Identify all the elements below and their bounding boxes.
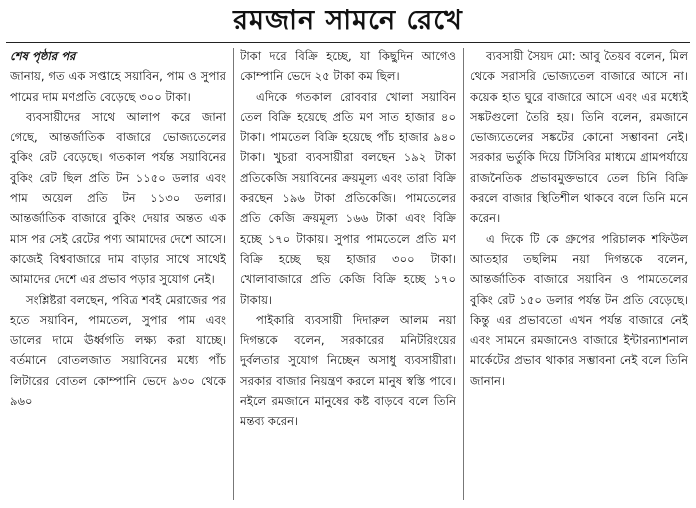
paragraph: সংশ্লিষ্টরা বলছেন, পবিত্র শবই মেরাজের পর হতে সয়াবিন, পামতেল, সুপার পাম এবং ডালের দামে ঊর্ধ্বগতি লক্ষ্য করা যাচ্ছে। বর্তমানে বোতলজাত সয়াবিনের মধ্যে পাঁচ লিটারের বোতল কোম্পানি ভেদে ৯৩০ থেকে ৯৬০ [10, 292, 226, 409]
article-headline: রমজান সামনে রেখে [233, 5, 463, 36]
column-3 [470, 46, 688, 504]
column-divider [463, 48, 464, 500]
paragraph: এদিকে গতকাল রোববার খোলা সয়াবিন তেল বিক্রি হয়েছে প্রতি মণ সাত হাজার ৪০ টাকা। পামতেল বিক্রি হয়েছে পাঁচ হাজার ৯৪০ টাকা। খুচরা ব্যবসায়ীরা বলছেন ১৯২ টাকা প্রতিকেজি সয়াবিনের ক্রয়মূল্য এবং তারা বিক্রি করছেন ১৯৬ টাকা প্রতিকেজি। পামতেলের প্রতি কেজি ক্রয়মূল্য ১৬৬ টাকা এবং বিক্রি হচ্ছে ১৭০ টাকায়। সুপার পামতেলে প্রতি মণ বিক্রি হচ্ছে ছয় হাজার ৩০০ টাকা। খোলাবাজারে প্রতি কেজি বিক্রি হচ্ছে ১৭০ টাকায়। [240, 89, 456, 307]
paragraph-text: জানায়, গত এক সপ্তাহে সয়াবিন, পাম ও সুপার পামের দাম মণপ্রতি বেড়েছে ৩০০ টাকা। [10, 69, 226, 104]
headline-rule [6, 42, 690, 43]
paragraph: পাইকারি ব্যবসায়ী দিদারুল আলম নয়া দিগন্তকে বলেন, সরকারের মনিটরিংয়ের দুর্বলতার সুযোগ নিচ্ছেন অসাধু ব্যবসায়ীরা। সরকার বাজার নিয়ন্ত্রণ করলে মানুষ স্বস্তি পাবে। নইলে রমজানে মানুষের কষ্ট বাড়বে বলে তিনি মন্তব্য করেন। [240, 312, 456, 429]
paragraph: এ দিকে টি কে গ্রুপের পরিচালক শফিউল আতহার তছলিম নয়া দিগন্তকে বলেন, আন্তর্জাতিক বাজারে সয়াবিন ও পামতেলের বুকিং রেট ১৫০ ডলার পর্যন্ত টন প্রতি বেড়েছে। কিন্তু এর প্রভাবতো এখন পর্যন্ত বাজারে নেই এবং সামনে রমজানেও বাজারে ইন্টারন্যাশনাল মার্কেটের প্রভাব থাকার সম্ভাবনা নেই বলে তিনি জানান। [470, 231, 688, 388]
column-2 [240, 46, 456, 504]
continued-kicker: শেষ পৃষ্ঠার পর [10, 49, 76, 63]
paragraph: ব্যবসায়ীদের সাথে আলাপ করে জানা গেছে, আন্তর্জাতিক বাজারে ভোজ্যতেলের বুকিং রেট বেড়েছে। গতকাল পর্যন্ত সয়াবিনের বুকিং রেট ছিল প্রতি টন ১১৫০ ডলার এবং পাম অয়েল প্রতি টন ১১৩০ ডলার। আন্তর্জাতিক বাজারে বুকিং দেয়ার অন্তত এক মাস পর সেই রেটের পণ্য আমাদের দেশে আসে। কাজেই বিশ্ববাজারে দাম বাড়ার সাথে সাথেই আমাদের দেশে এর প্রভাব পড়ার সুযোগ নেই। [10, 109, 226, 287]
column-1 [10, 46, 226, 504]
paragraph [10, 46, 226, 107]
paragraph: টাকা দরে বিক্রি হচ্ছে, যা কিছুদিন আগেও কোম্পানি ভেদে ২৫ টাকা কম ছিল। [240, 49, 456, 84]
paragraph: ব্যবসায়ী সৈয়দ মো: আবু তৈয়ব বলেন, মিল থেকে সরাসরি ভোজ্যতেল বাজারে আসে না। কয়েক হাত ঘুরে বাজারে আসে এবং এর মধ্যেই সঙ্কটগুলো তৈরি হয়। তিনি বলেন, রমজানে ভোজ্যতেলের সঙ্কটের কোনো সম্ভাবনা নেই। সরকার ভর্তুকি দিয়ে টিসিবির মাধ্যমে গ্রামপর্যায়ে রাজনৈতিক প্রভাবমুক্তভাবে তেল চিনি বিক্রি করলে বাজার স্থিতিশীল থাকবে বলে তিনি মনে করেন। [470, 49, 688, 226]
column-divider [233, 48, 234, 500]
